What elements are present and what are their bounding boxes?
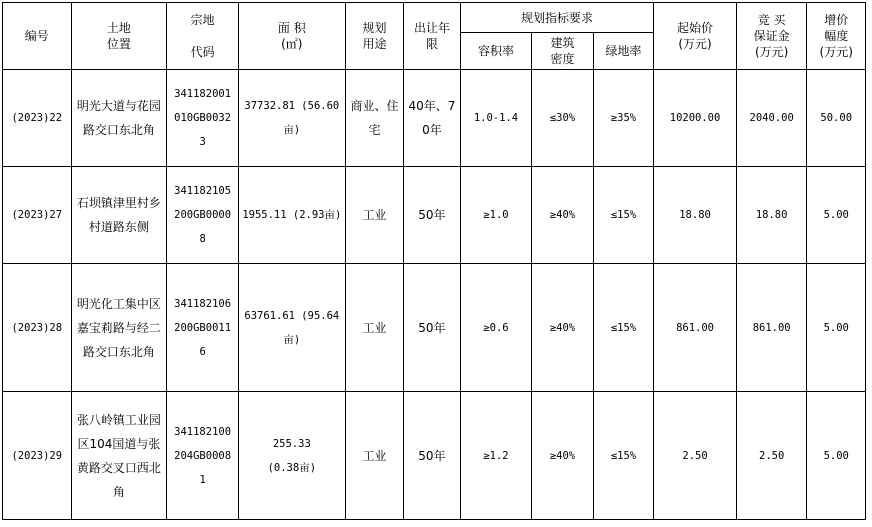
cell-use: 工业 [345,264,403,392]
cell-density: ≤30% [532,70,593,167]
cell-term: 50年 [404,264,460,392]
cell-start-price: 18.80 [654,167,737,264]
cell-increment: 50.00 [807,70,866,167]
cell-increment: 5.00 [807,167,866,264]
cell-far: ≥1.2 [460,392,532,520]
header-far: 容积率 [460,33,532,70]
header-planning: 规划指标要求 [460,3,654,33]
cell-increment: 5.00 [807,392,866,520]
cell-start-price: 10200.00 [654,70,737,167]
cell-area: 63761.61 (95.64亩) [238,264,345,392]
cell-no: (2023)29 [3,392,72,520]
header-increment: 增价 幅度 (万元) [807,3,866,70]
header-location: 土地 位置 [71,3,167,70]
cell-far: ≥0.6 [460,264,532,392]
cell-code: 341182105200GB00008 [167,167,239,264]
cell-no: (2023)28 [3,264,72,392]
cell-no: (2023)22 [3,70,72,167]
cell-term: 40年、70年 [404,70,460,167]
cell-code: 341182106200GB00116 [167,264,239,392]
table-row [3,70,866,167]
header-area: 面 积 (㎡) [238,3,345,70]
header-use: 规划 用途 [345,3,403,70]
header-green: 绿地率 [593,33,653,70]
cell-deposit: 18.80 [736,167,807,264]
header-row-1 [3,3,866,33]
cell-density: ≥40% [532,392,593,520]
table-row [3,167,866,264]
cell-green: ≤15% [593,264,653,392]
table-row [3,264,866,392]
cell-far: 1.0-1.4 [460,70,532,167]
cell-term: 50年 [404,167,460,264]
header-deposit: 竞 买 保证金 (万元) [736,3,807,70]
cell-code: 341182100204GB00081 [167,392,239,520]
cell-deposit: 2040.00 [736,70,807,167]
cell-green: ≤15% [593,392,653,520]
cell-no: (2023)27 [3,167,72,264]
cell-location: 明光大道与花园路交口东北角 [71,70,167,167]
cell-density: ≥40% [532,167,593,264]
cell-location: 张八岭镇工业园区104国道与张黄路交叉口西北角 [71,392,167,520]
cell-term: 50年 [404,392,460,520]
cell-location: 石坝镇津里村乡村道路东侧 [71,167,167,264]
cell-start-price: 2.50 [654,392,737,520]
cell-increment: 5.00 [807,264,866,392]
cell-area: 37732.81 (56.60亩) [238,70,345,167]
cell-deposit: 861.00 [736,264,807,392]
header-parcel-code: 宗地 代码 [167,3,239,70]
cell-location: 明光化工集中区嘉宝莉路与经二路交口东北角 [71,264,167,392]
cell-far: ≥1.0 [460,167,532,264]
cell-start-price: 861.00 [654,264,737,392]
header-start-price: 起始价 (万元) [654,3,737,70]
header-term: 出让年 限 [404,3,460,70]
cell-green: ≥35% [593,70,653,167]
header-no: 编号 [3,3,72,70]
cell-deposit: 2.50 [736,392,807,520]
cell-use: 工业 [345,167,403,264]
table-row [3,392,866,520]
cell-green: ≤15% [593,167,653,264]
cell-use: 工业 [345,392,403,520]
cell-area: 255.33 (0.38亩) [238,392,345,520]
cell-use: 商业、住宅 [345,70,403,167]
cell-density: ≥40% [532,264,593,392]
cell-area: 1955.11 (2.93亩) [238,167,345,264]
cell-code: 341182001010GB00323 [167,70,239,167]
header-density: 建筑 密度 [532,33,593,70]
land-auction-table [2,2,866,520]
